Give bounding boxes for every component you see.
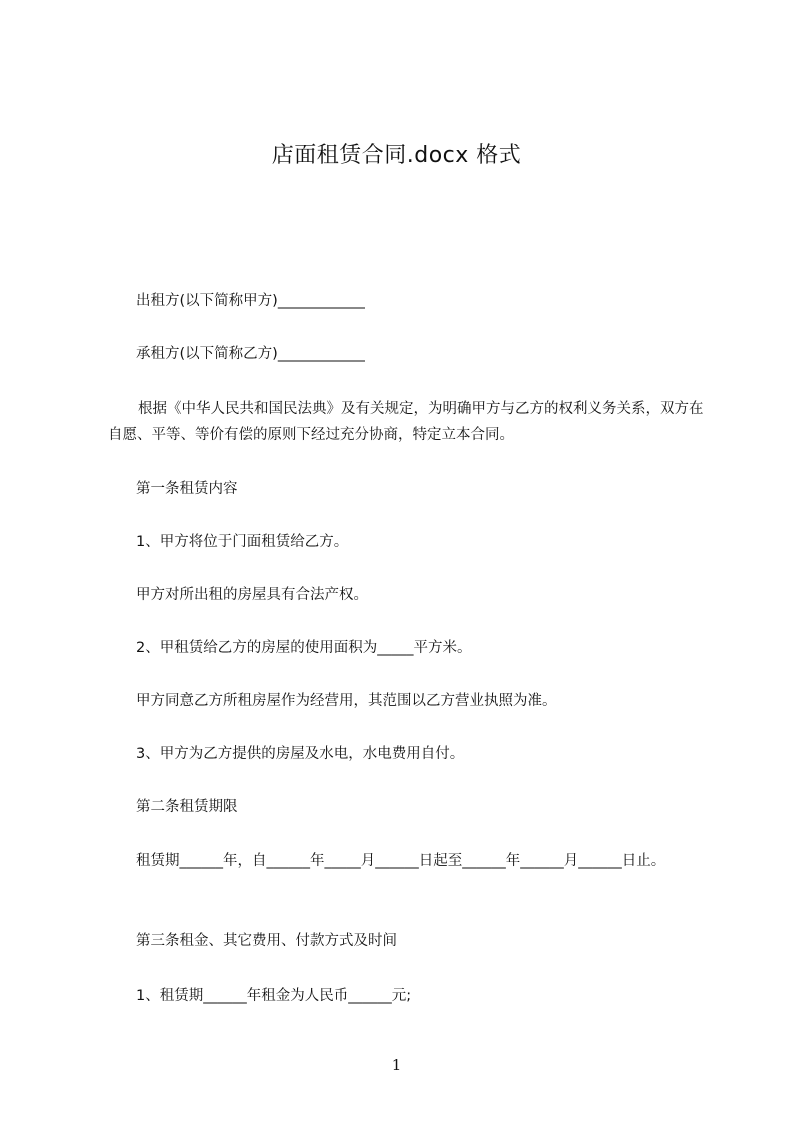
clause-3-1: 1、租赁期______年租金为人民币______元; (136, 988, 412, 1004)
lessee-line: 承租方(以下简称乙方)____________ (136, 346, 365, 362)
article-1-heading: 第一条租赁内容 (136, 481, 238, 497)
clause-property-rights: 甲方对所出租的房屋具有合法产权。 (136, 587, 368, 603)
lessor-line: 出租方(以下简称甲方)____________ (136, 293, 365, 309)
preamble-paragraph: 根据《中华人民共和国民法典》及有关规定，为明确甲方与乙方的权利义务关系，双方在自愿、平等、等价有偿的原则下经过充分协商，特定立本合同。 (108, 401, 704, 443)
clause-business-use: 甲方同意乙方所租房屋作为经营用，其范围以乙方营业执照为准。 (136, 693, 557, 709)
clause-1-1: 1、甲方将位于门面租赁给乙方。 (136, 534, 349, 550)
article-2-heading: 第二条租赁期限 (136, 799, 238, 815)
clause-1-2: 2、甲租赁给乙方的房屋的使用面积为_____平方米。 (136, 640, 472, 656)
document-title: 店面租赁合同.docx 格式 (271, 143, 522, 168)
lease-term-paragraph: 租赁期______年，自______年_____月______日起至______年______月______日止。 (136, 853, 666, 869)
article-3-heading: 第三条租金、其它费用、付款方式及时间 (136, 933, 397, 949)
page-number: 1 (391, 1056, 402, 1074)
clause-1-3: 3、甲方为乙方提供的房屋及水电，水电费用自付。 (136, 746, 465, 762)
